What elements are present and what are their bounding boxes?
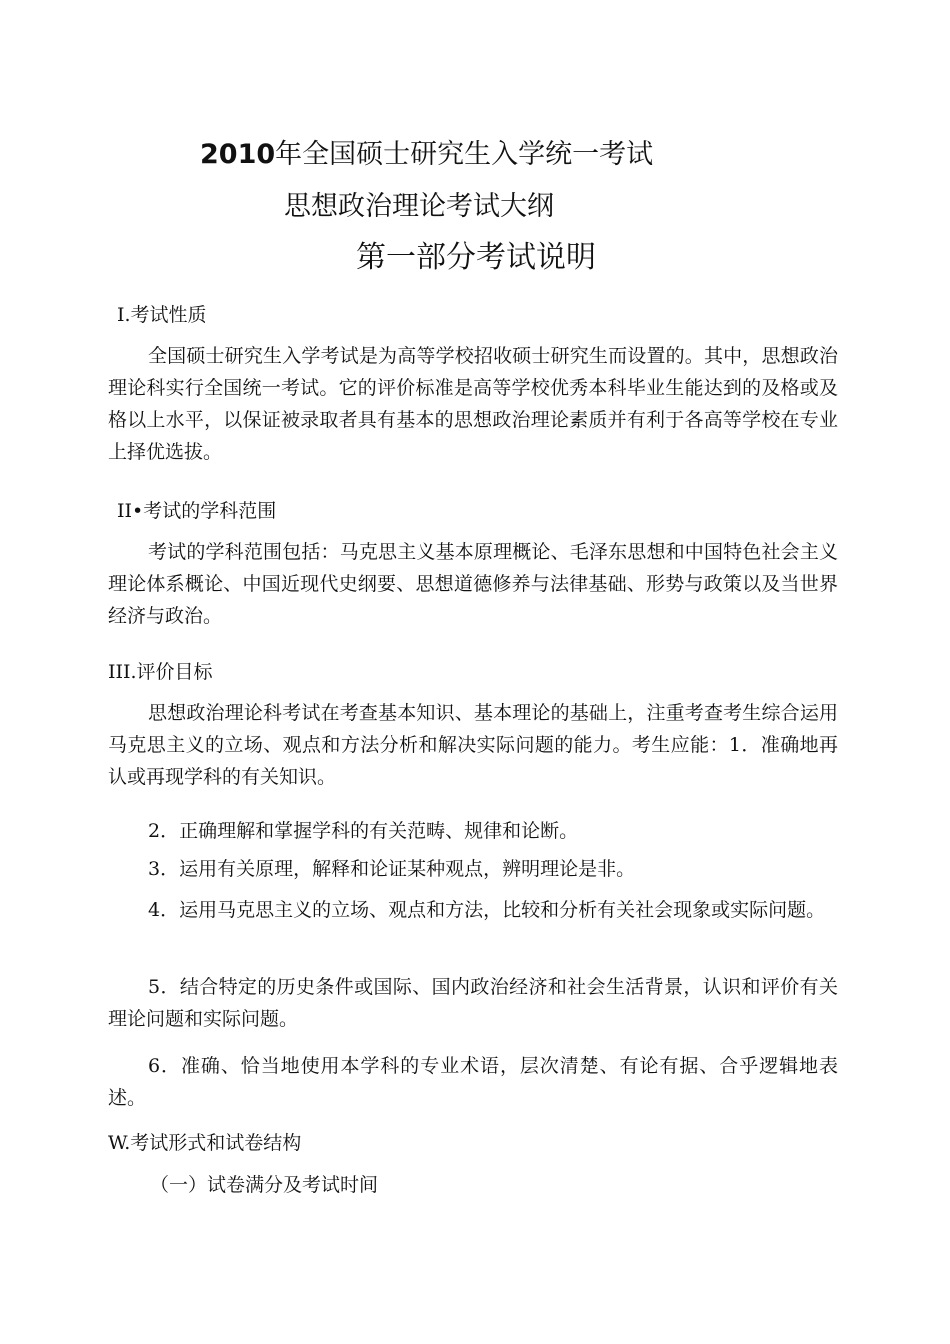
- section-heading-nature: I.考试性质: [117, 304, 207, 326]
- goal-item-2: 2．正确理解和掌握学科的有关范畴、规律和论断。: [148, 820, 579, 842]
- section-heading-format: W.考试形式和试卷结构: [108, 1132, 302, 1154]
- subsection-heading-score-time: （一）试卷满分及考试时间: [150, 1174, 379, 1196]
- section-body-scope: 考试的学科范围包括：马克思主义基本原理概论、毛泽东思想和中国特色社会主义理论体系概论、中国近现代史纲要、思想道德修养与法律基础、形势与政策以及当世界经济与政治。: [108, 541, 838, 627]
- section-heading-goals: III.评价目标: [108, 661, 213, 683]
- section-body-goals: 思想政治理论科考试在考查基本知识、基本理论的基础上，注重考查考生综合运用马克思主义的立场、观点和方法分析和解决实际问题的能力。考生应能：1．准确地再认或再现学科的有关知识。: [108, 702, 838, 788]
- syllabus-title: 思想政治理论考试大纲: [284, 191, 554, 222]
- exam-title: [200, 137, 653, 173]
- goal-item-3: 3．运用有关原理，解释和论证某种观点，辨明理论是非。: [148, 858, 636, 880]
- section-body-nature: 全国硕士研究生入学考试是为高等学校招收硕士研究生而设置的。其中，思想政治理论科实行全国统一考试。它的评价标准是高等学校优秀本科毕业生能达到的及格或及格以上水平，以保证被录取者具有基本的思想政治理论素质并有利于各高等学校在专业上择优选拔。: [108, 345, 838, 463]
- part-title: 第一部分考试说明: [356, 240, 596, 275]
- exam-year: 2010: [200, 139, 276, 170]
- goal-item-5: 5．结合特定的历史条件或国际、国内政治经济和社会生活背景，认识和评价有关理论问题和实际问题。: [108, 976, 838, 1030]
- goal-item-4: 4．运用马克思主义的立场、观点和方法，比较和分析有关社会现象或实际问题。: [148, 899, 826, 921]
- exam-title-rest: 年全国硕士研究生入学统一考试: [275, 139, 654, 170]
- goal-item-6: 6．准确、恰当地使用本学科的专业术语，层次清楚、有论有据、合乎逻辑地表述。: [108, 1055, 838, 1109]
- section-heading-scope: II•考试的学科范围: [117, 500, 277, 522]
